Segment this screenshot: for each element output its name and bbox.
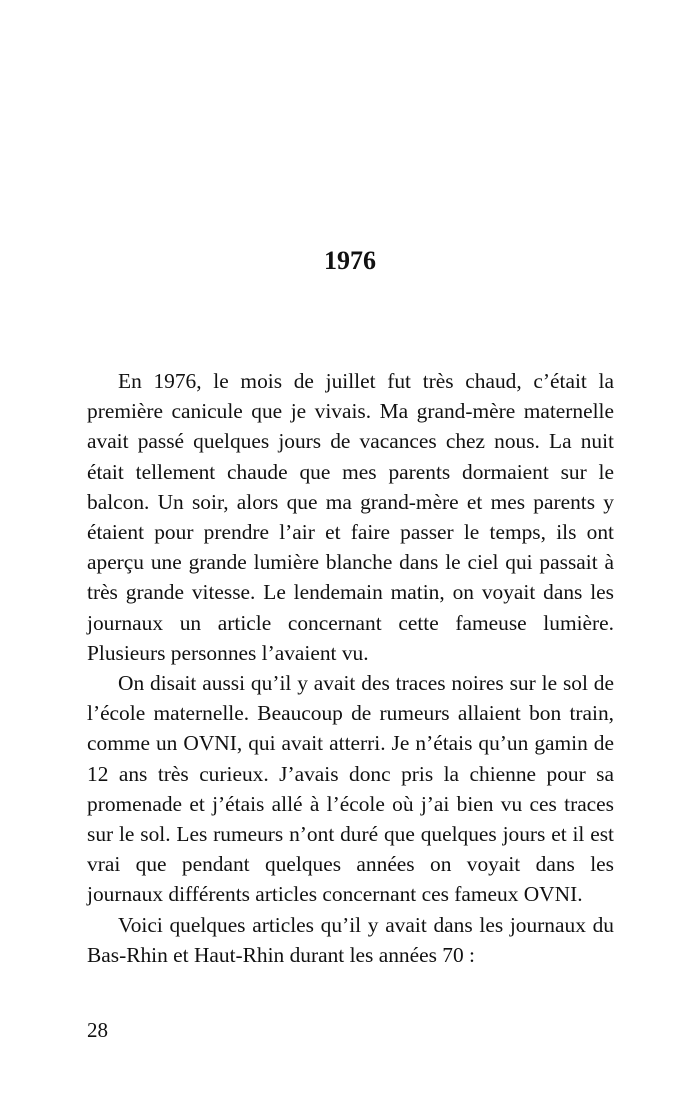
chapter-body — [87, 366, 614, 970]
page-number: 28 — [87, 1018, 108, 1042]
paragraph: En 1976, le mois de juillet fut très chaud, c’était la première canicule que je vivais. Ma grand-mère maternelle avait passé quelques jours de vacances chez nous. La nuit était tellement chaude que mes parents dormaient sur le balcon. Un soir, alors que ma grand-mère et mes parents y étaient pour prendre l’air et faire passer le temps, ils ont aperçu une grande lumière blanche dans le ciel qui passait à très grande vitesse. Le lendemain matin, on voyait dans les journaux un article concernant cette fameuse lumière. Plusieurs personnes l’avaient vu. — [87, 369, 614, 665]
paragraph: Voici quelques articles qu’il y avait dans les journaux du Bas-Rhin et Haut-Rhin durant les années 70 : — [87, 912, 614, 967]
chapter-title: 1976 — [324, 246, 376, 275]
paragraph: On disait aussi qu’il y avait des traces noires sur le sol de l’école maternelle. Beaucoup de rumeurs allaient bon train, comme un OVNI, qui avait atterri. Je n’étais qu’un gamin de 12 ans très curieux. J’avais donc pris la chienne pour sa promenade et j’étais allé à l’école où j’ai bien vu ces traces sur le sol. Les rumeurs n’ont duré que quelques jours et il est vrai que pendant quelques années on voyait dans les journaux différents articles concernant ces fameux OVNI. — [87, 671, 614, 907]
